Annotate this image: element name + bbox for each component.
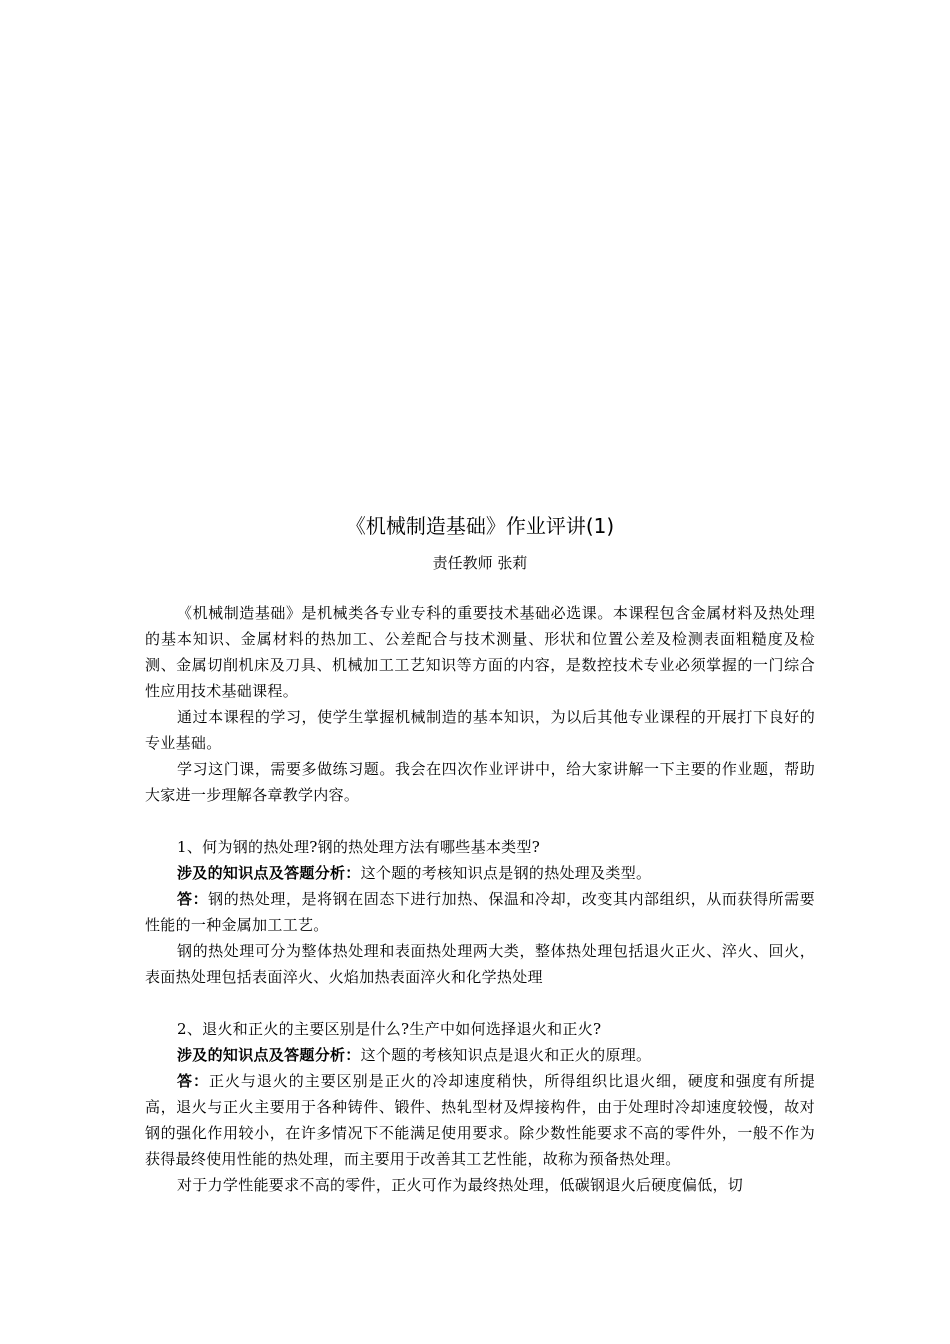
q1-answer-text: 钢的热处理，是将钢在固态下进行加热、保温和冷却，改变其内部组织，从而获得所需要性能的一种金属加工工艺。: [145, 890, 815, 934]
intro-paragraph-1: 《机械制造基础》是机械类各专业专科的重要技术基础必选课。本课程包含金属材料及热处理的基本知识、金属材料的热加工、公差配合与技术测量、形状和位置公差及检测表面粗糙度及检测、金属切削机床及刀具、机械加工工艺知识等方面的内容，是数控技术专业必须掌握的一门综合性应用技术基础课程。: [145, 604, 815, 700]
spacer: [145, 990, 815, 1016]
q2-analysis-label: 涉及的知识点及答题分析：: [177, 1046, 361, 1064]
intro-paragraph-2: 通过本课程的学习，使学生掌握机械制造的基本知识，为以后其他专业课程的开展打下良好的专业基础。: [145, 708, 815, 752]
spacer: [145, 808, 815, 834]
document-body: [145, 600, 815, 1198]
q2-analysis-text: 这个题的考核知识点是退火和正火的原理。: [360, 1046, 652, 1064]
document-author: 责任教师 张莉: [432, 554, 528, 572]
q1-answer-label: 答：: [177, 890, 209, 908]
intro-paragraph-3: 学习这门课，需要多做练习题。我会在四次作业评讲中，给大家讲解一下主要的作业题，帮助大家进一步理解各章教学内容。: [145, 760, 815, 804]
q1-answer-extra: 钢的热处理可分为整体热处理和表面热处理两大类，整体热处理包括退火正火、淬火、回火，表面热处理包括表面淬火、火焰加热表面淬火和化学热处理: [145, 942, 815, 986]
q2-answer-extra: 对于力学性能要求不高的零件，正火可作为最终热处理，低碳钢退火后硬度偏低，切: [177, 1176, 744, 1194]
document-title: 《机械制造基础》作业评讲(1): [345, 514, 615, 538]
q2-answer-text: 正火与退火的主要区别是正火的冷却速度稍快，所得组织比退火细，硬度和强度有所提高，退火与正火主要用于各种铸件、锻件、热轧型材及焊接构件，由于处理时冷却速度较慢，故对钢的强化作用较小，在许多情况下不能满足使用要求。除少数性能要求不高的零件外，一般不作为获得最终使用性能的热处理，而主要用于改善其工艺性能，故称为预备热处理。: [145, 1072, 815, 1168]
q1-analysis-text: 这个题的考核知识点是钢的热处理及类型。: [360, 864, 652, 882]
q2-question: 2、退火和正火的主要区别是什么?生产中如何选择退火和正火?: [177, 1020, 602, 1038]
q1-analysis-label: 涉及的知识点及答题分析：: [177, 864, 361, 882]
q2-answer: [145, 1068, 815, 1172]
q1-answer: [145, 886, 815, 938]
q2-answer-label: 答：: [177, 1072, 209, 1090]
q1-analysis: [145, 860, 815, 886]
q2-analysis: [145, 1042, 815, 1068]
q1-question: 1、何为钢的热处理?钢的热处理方法有哪些基本类型?: [177, 838, 541, 856]
